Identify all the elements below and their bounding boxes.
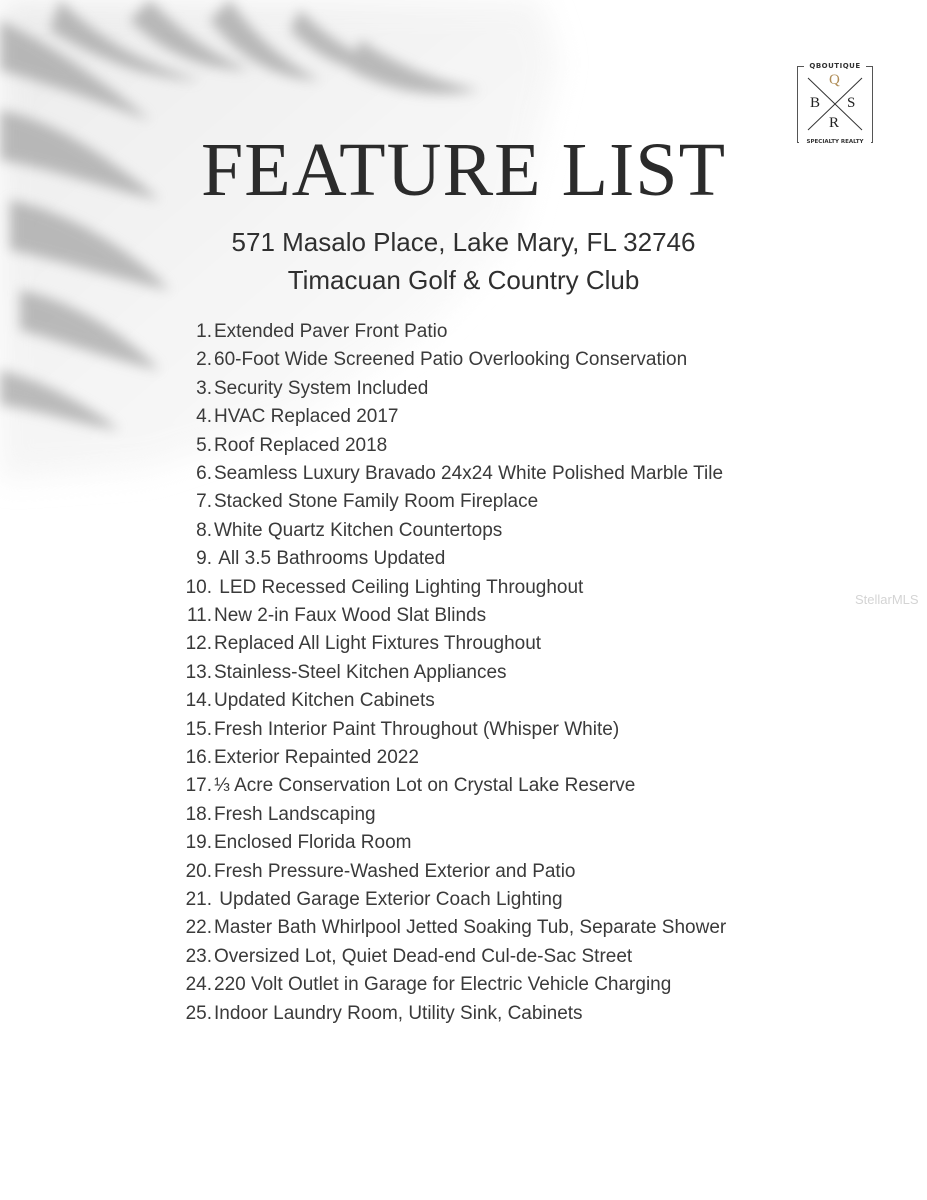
feature-list-item	[0, 943, 632, 971]
feature-number: 1.	[196, 321, 212, 342]
feature-number: 3.	[196, 377, 212, 399]
feature-list-item	[0, 858, 576, 886]
feature-text: Fresh Interior Paint Throughout (Whisper White)	[214, 718, 620, 740]
feature-number: 17.	[185, 775, 212, 797]
property-address: 571 Masalo Place, Lake Mary, FL 32746	[231, 227, 696, 257]
feature-number: 18.	[185, 803, 212, 825]
feature-number: 13.	[185, 661, 212, 683]
feature-number: 21.	[185, 889, 212, 910]
feature-number: 8.	[196, 519, 212, 541]
feature-number: 10.	[185, 576, 212, 598]
feature-text: ⅓ Acre Conservation Lot on Crystal Lake Reserve	[214, 775, 636, 797]
feature-text: New 2-in Faux Wood Slat Blinds	[214, 605, 487, 626]
feature-list-item	[0, 403, 398, 431]
feature-list-item	[0, 346, 687, 374]
feature-text: Exterior Repainted 2022	[214, 747, 419, 768]
feature-text: Extended Paver Front Patio	[214, 321, 448, 342]
feature-text: LED Recessed Ceiling Lighting Throughout	[214, 576, 584, 598]
logo-bottom-text: SPECIALTY REALTY	[797, 139, 873, 145]
feature-list-item	[0, 801, 376, 829]
feature-text: Enclosed Florida Room	[214, 832, 412, 854]
watermark: StellarMLS	[855, 592, 919, 607]
feature-number: 20.	[185, 860, 212, 882]
feature-list-item	[0, 432, 387, 460]
feature-list-item	[0, 488, 538, 516]
feature-text: Master Bath Whirlpool Jetted Soaking Tub, Separate Shower	[214, 917, 727, 939]
feature-number: 25.	[185, 1002, 212, 1024]
feature-number: 4.	[196, 406, 212, 428]
feature-text: Updated Garage Exterior Coach Lighting	[214, 889, 563, 910]
feature-list-item	[0, 744, 419, 772]
feature-text: Roof Replaced 2018	[214, 434, 388, 456]
feature-text: White Quartz Kitchen Countertops	[214, 519, 503, 541]
logo-letter-q: Q	[829, 72, 840, 88]
community-name: Timacuan Golf & Country Club	[287, 265, 640, 295]
feature-number: 15.	[185, 718, 212, 740]
feature-text: Stainless-Steel Kitchen Appliances	[214, 661, 507, 683]
feature-list-item	[0, 1000, 583, 1028]
feature-number: 6.	[196, 463, 212, 484]
feature-text: Updated Kitchen Cabinets	[214, 690, 435, 712]
feature-text: Stacked Stone Family Room Fireplace	[214, 491, 539, 513]
feature-number: 19.	[185, 832, 212, 854]
logo-top-text: QBOUTIQUE	[798, 62, 872, 70]
feature-text: HVAC Replaced 2017	[214, 406, 399, 428]
feature-text: All 3.5 Bathrooms Updated	[214, 548, 446, 570]
feature-text: 60-Foot Wide Screened Patio Overlooking Conservation	[214, 349, 688, 371]
logo-letter-b: B	[810, 95, 821, 111]
feature-text: Security System Included	[214, 377, 429, 399]
logo-letter-s: S	[847, 95, 856, 111]
feature-number: 24.	[185, 974, 212, 996]
feature-number: 16.	[185, 747, 212, 768]
feature-number: 22.	[185, 917, 212, 939]
feature-number: 12.	[185, 633, 212, 655]
feature-number: 14.	[185, 690, 212, 712]
feature-list-item	[0, 971, 671, 999]
logo-letter-r: R	[829, 115, 840, 131]
feature-number: 2.	[196, 349, 212, 371]
feature-text: Replaced All Light Fixtures Throughout	[214, 633, 542, 655]
feature-text: Fresh Pressure-Washed Exterior and Patio	[214, 860, 576, 882]
feature-list-item	[0, 829, 411, 857]
feature-list-item	[0, 630, 541, 658]
feature-number: 9.	[196, 548, 212, 570]
feature-list-item	[0, 318, 447, 346]
page-title: FEATURE LIST	[201, 128, 726, 212]
feature-list-item	[0, 914, 726, 942]
feature-number: 11.	[186, 605, 212, 626]
feature-text: Fresh Landscaping	[214, 803, 376, 825]
feature-list-item	[0, 772, 635, 800]
feature-list-item	[0, 602, 486, 630]
feature-list-item	[0, 687, 435, 715]
feature-list-item	[0, 545, 445, 573]
feature-text: 220 Volt Outlet in Garage for Electric Vehicle Charging	[214, 974, 672, 996]
feature-list-item	[0, 659, 507, 687]
feature-text: Oversized Lot, Quiet Dead-end Cul-de-Sac Street	[214, 945, 633, 967]
feature-text: Indoor Laundry Room, Utility Sink, Cabinets	[214, 1002, 583, 1024]
feature-number: 5.	[196, 434, 212, 456]
feature-list-item	[0, 460, 723, 488]
feature-list-item	[0, 574, 583, 602]
feature-number: 23.	[185, 945, 212, 967]
feature-list-item	[0, 375, 428, 403]
feature-number: 7.	[196, 491, 212, 513]
feature-list-item	[0, 886, 563, 914]
feature-list-item	[0, 517, 502, 545]
feature-text: Seamless Luxury Bravado 24x24 White Polished Marble Tile	[214, 463, 724, 484]
feature-list-item	[0, 716, 619, 744]
